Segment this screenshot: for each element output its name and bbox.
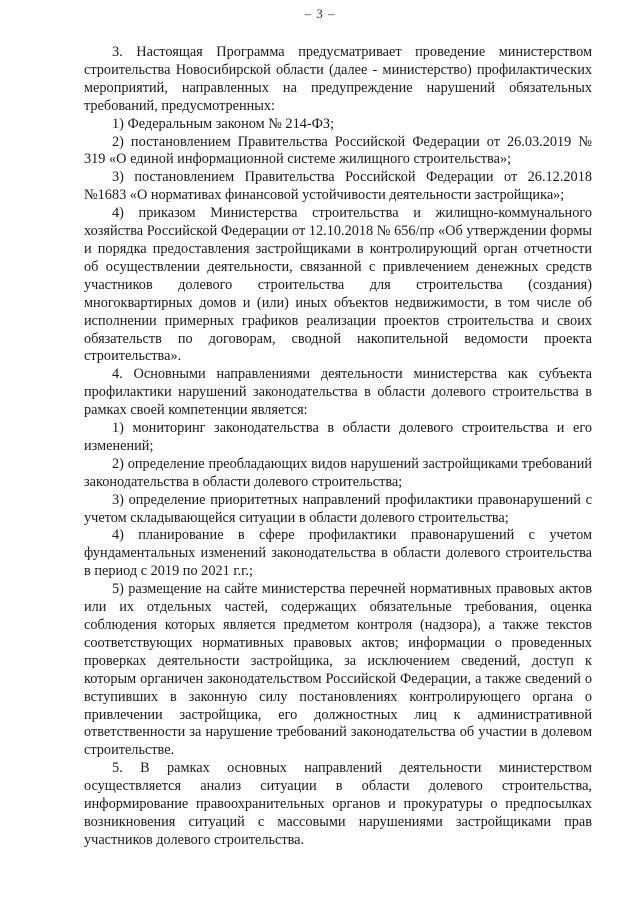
list-item-planning: 4) планирование в сфере профилактики правонарушений с учетом фундаментальных изменений законодательства в области долевого строительства в период с 2019 по 2021 г.г.; (84, 527, 592, 580)
list-item-order-656: 4) приказом Министерства строительства и жилищно-коммунального хозяйства Российской Федерации от 12.10.2018 № 656/пр «Об утверждении формы и порядка предоставления застройщиками в контролирующий орган отчетности об осуществлении деятельности, связанной с привлечением денежных средств участников долевого строительства для строительства (создания) многоквартирных домов и (или) иных объектов недвижимости, в том числе об исполнении примерных графиков реализации проектов строительства и своих обязательств по договорам, сводной накопительной ведомости проекта строительства». (84, 205, 592, 365)
paragraph-3-intro: 3. Настоящая Программа предусматривает проведение министерством строительства Новосибирской области (далее - министерство) профилактических мероприятий, направленных на предупреждение нарушений обязательных требований, предусмотренных: (84, 44, 592, 114)
document-body (84, 44, 592, 850)
page-number: – 3 – (304, 6, 336, 21)
list-item-priorities: 3) определение приоритетных направлений профилактики правонарушений с учетом складывающейся ситуации в области долевого строительства; (84, 491, 592, 526)
list-item-resolution-1683: 3) постановлением Правительства Российской Федерации от 26.12.2018 №1683 «О нормативах финансовой устойчивости деятельности застройщика»; (84, 169, 592, 204)
list-item-federal-law: 1) Федеральным законом № 214-ФЗ; (112, 115, 335, 132)
list-item-violations: 2) определение преобладающих видов нарушений застройщиками требований законодательства в области долевого строительства; (84, 455, 592, 490)
list-item-publication: 5) размещение на сайте министерства перечней нормативных правовых актов или их отдельных частей, содержащих обязательные требования, оценка соблюдения которых является предметом контроля (надзора), а также текстов соответствующих нормативных правовых актов; информации о проведенных проверках деятельности застройщика, за исключением сведений, доступ к которым органичен законодательством Российской Федерации, а также сведений о вступивших в законную силу постановлениях контролирующего органа о привлечении застройщика, его должностных лиц к административной ответственности за нарушение требований законодательства об участии в долевом строительстве. (84, 581, 592, 759)
list-item-resolution-319: 2) постановлением Правительства Российской Федерации от 26.03.2019 № 319 «О единой информационной системе жилищного строительства»; (84, 133, 592, 168)
paragraph-4-intro: 4. Основными направлениями деятельности министерства как субъекта профилактики нарушений законодательства в области долевого строительства в рамках своей компетенции является: (84, 366, 592, 419)
list-item-monitoring: 1) мониторинг законодательства в области долевого строительства и его изменений; (84, 420, 592, 454)
paragraph-5: 5. В рамках основных направлений деятельности министерством осуществляется анализ ситуации в области долевого строительства, информирование правоохранительных органов и прокуратуры о предпосылках возникновения ситуаций с массовыми нарушениями застройщиками прав участников долевого строительства. (84, 760, 592, 848)
